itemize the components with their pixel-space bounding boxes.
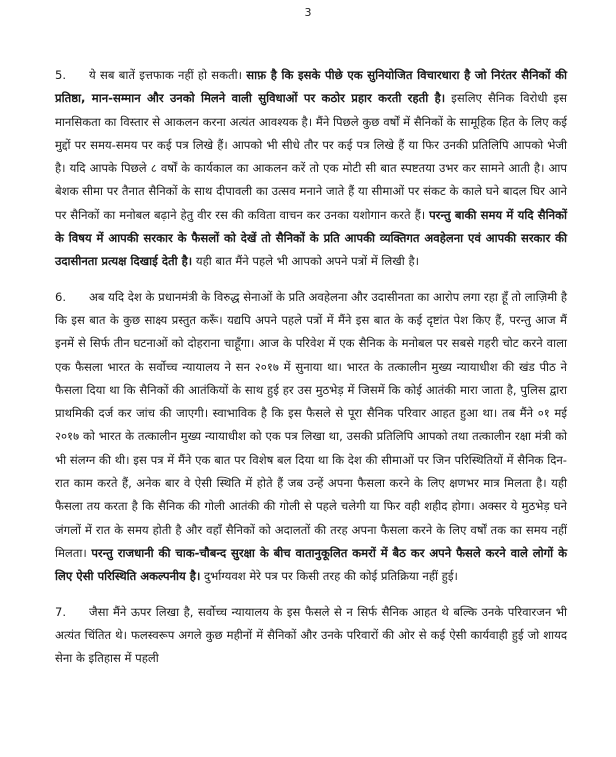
paragraph-number: 7. — [55, 604, 67, 619]
text-run: दुर्भाग्यवश मेरे पत्र पर किसी तरह की कोई प्रतिक्रिया नहीं हुई। — [200, 569, 458, 584]
paragraph-7 — [55, 601, 567, 671]
text-run: अब यदि देश के प्रधानमंत्री के विरुद्ध सेनाओं के प्रति अवहेलना और उदासीनता का आरोप लगा रहा हूँ तो लाज़िमी है कि इस बात के कुछ साक्ष्य प्रस्तुत करूँ। यद्यपि अपने पहले पत्रों में मैंने इस बात के कई दृष्टांत पेश किए हैं, परन्तु आज मैं इनमें से सिर्फ तीन घटनाओं को दोहराना चाहूँगा। आज के परिवेश में एक सैनिक के मनोबल पर सबसे गहरी चोट करने वाला एक फैसला भारत के सर्वोच्च न्यायालय ने सन २०१७ में सुनाया था। भारत के तत्कालीन मुख्य न्यायाधीश की खंड पीठ ने फैसला दिया था कि सैनिकों की आतंकियों के साथ हुई हर उस मुठभेड़ में जिसमें कि कोई आतंकी मारा जाता है, पुलिस द्वारा प्राथमिकी दर्ज कर जांच की जाएगी। स्वाभाविक है कि इस फैसले से पूरा सैनिक परिवार आहत हुआ था। तब मैंने ०१ मई २०१७ को भारत के तत्कालीन मुख्य न्यायाधीश को एक पत्र लिखा था, उसकी प्रतिलिपि आपको तथा तत्कालीन रक्षा मंत्री को भी संलग्न की थी। इस पत्र में मैंने एक बात पर विशेष बल दिया था कि देश की सीमाओं पर जिन परिस्थितियों में सैनिक दिन-रात काम करते हैं, अनेक बार वे ऐसी स्थिति में होते हैं जब उन्हें अपना फैसला करने के लिए क्षणभर मात्र मिलता है। यही फैसला तय करता है कि सैनिक की गोली आतंकी की गोली से पहले चलेगी या फिर वही शहीद होगा। अक्सर ये मुठभेड़ घने जंगलों में रात के समय होती है और वहाँ सैनिकों को अदालतों की तरह अपना फैसला करने के लिए वर्षों तक का समय नहीं मिलता। — [55, 289, 567, 560]
paragraph-5 — [55, 64, 567, 274]
bold-text-run: साफ़ है कि इसके पीछे एक सुनियोजित विचारधारा है जो निरंतर सैनिकों की प्रतिष्ठा, मान-सम्मान और उनको मिलने वाली सुविधाओं पर कठोर प्रहार करती रहती है। — [55, 68, 567, 106]
paragraph-6 — [55, 286, 567, 589]
paragraph-number: 6. — [55, 289, 67, 304]
text-run: यही बात मैंने पहले भी आपको अपने पत्रों में लिखी है। — [192, 254, 420, 269]
text-run: इसलिए सैनिक विरोधी इस मानसिकता का विस्तार से आकलन करना अत्यंत आवश्यक है। मैंने पिछले कुछ वर्षों में सैनिकों के सामूहिक हित के लिए कई मुद्दों पर समय-समय पर कई पत्र लिखे हैं। आपको भी सीधे तौर पर कई पत्र लिखे हैं या फिर उनकी प्रतिलिपि आपको भेजी है। यदि आपके पिछले ८ वर्षों के कार्यकाल का आकलन करें तो एक मोटी सी बात स्पष्टतया उभर कर सामने आती है। आप बेशक सीमा पर तैनात सैनिकों के साथ दीपावली का उत्सव मनाने जाते हैं या सीमाओं पर संकट के काले घने बादल घिर आने पर सैनिकों का मनोबल बढ़ाने हेतु वीर रस की कविता वाचन कर उनका यशोगान करते हैं। — [55, 91, 567, 222]
bold-text-run: परन्तु बाकी समय में यदि सैनिकों के विषय में आपकी सरकार के फैसलों को देखें तो सैनिकों के प्रति आपकी व्यक्तिगत अवहेलना एवं आपकी सरकार की उदासीनता प्रत्यक्ष दिखाई देती है। — [55, 207, 567, 269]
paragraph-number: 5. — [55, 68, 67, 82]
document-body — [55, 64, 567, 670]
page-number: 3 — [304, 6, 312, 19]
bold-text-run: परन्तु राजधानी की चाक-चौबन्द सुरक्षा के बीच वातानुकूलित कमरों में बैठ कर अपने फैसले करने वाले लोगों के लिए ऐसी परिस्थिति अकल्पनीय है। — [55, 545, 567, 584]
text-run: जैसा मैंने ऊपर लिखा है, सर्वोच्च न्यायालय के इस फैसले से न सिर्फ सैनिक आहत थे बल्कि उनके परिवारजन भी अत्यंत चिंतित थे। फलस्वरूप अगले कुछ महीनों में सैनिकों और उनके परिवारों की ओर से कई ऐसी कार्यवाही हुई जो शायद सेना के इतिहास में पहली — [55, 604, 567, 666]
text-run: ये सब बातें इत्तफाक नहीं हो सकती। — [89, 68, 247, 82]
